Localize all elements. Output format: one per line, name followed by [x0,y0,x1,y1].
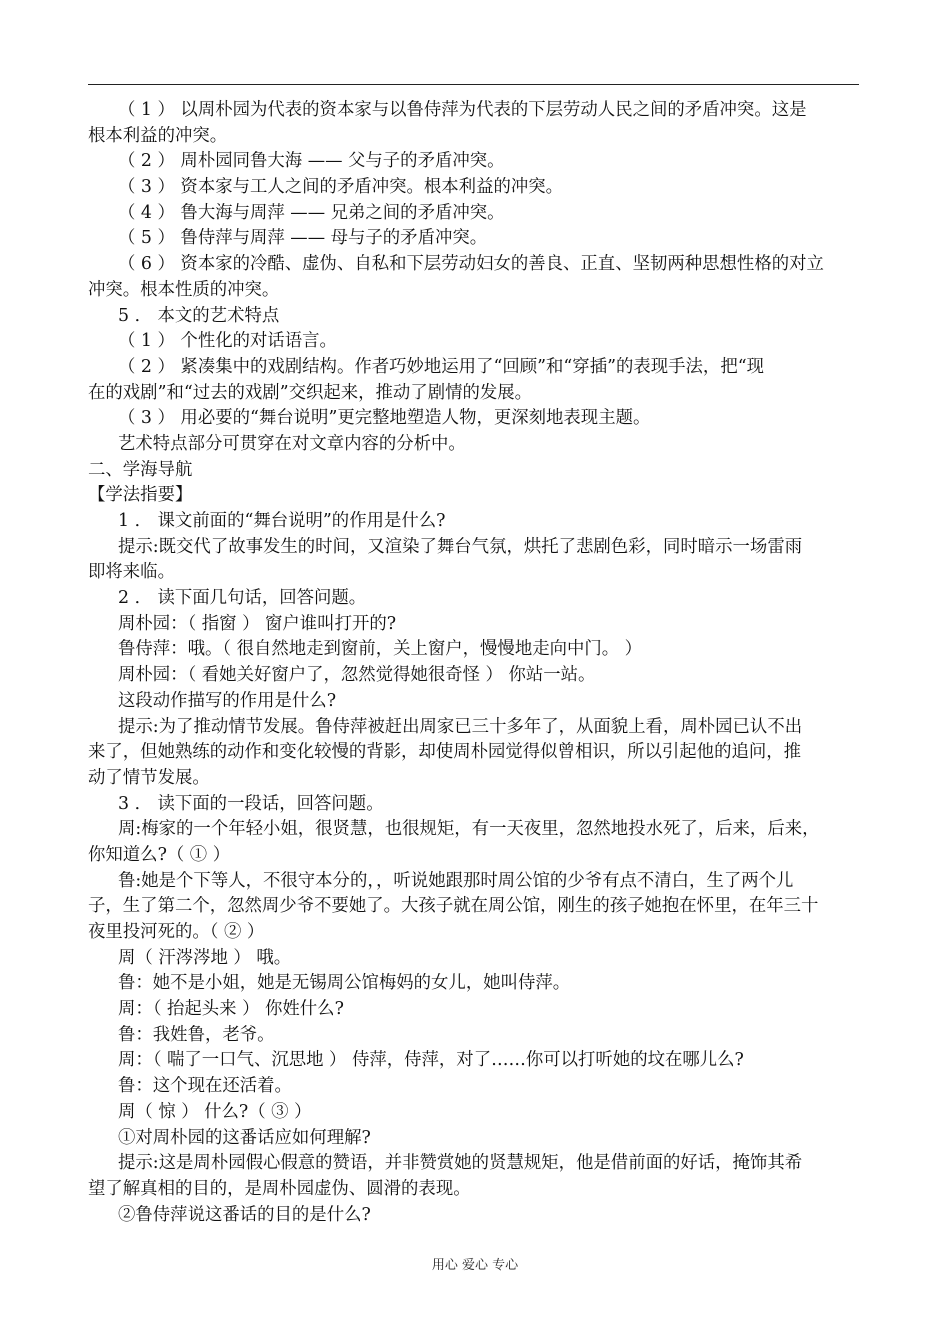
hint-line: 即将来临。 [88,562,175,583]
section-heading: 二、学海导航 [88,459,193,480]
dialogue-line: 鲁：她不是小姐，她是无锡周公馆梅妈的女儿，她叫侍萍。 [118,973,571,994]
paragraph-line: （ 3 ） 资本家与工人之间的矛盾冲突。根本利益的冲突。 [118,177,564,198]
question-line: 3 ． 读下面的一段话，回答问题。 [118,793,384,814]
dialogue-line: 周：（ 喘了一口气、沉思地 ） 侍萍，侍萍，对了……你可以打听她的坟在哪儿么? [118,1050,744,1071]
paragraph-line: （ 6 ） 资本家的冷酷、虚伪、自私和下层劳动妇女的善良、正直、坚韧两种思想性格的对立 [118,254,824,275]
question-line: ①对周朴园的这番话应如何理解? [118,1127,371,1148]
question-line: 这段动作描写的作用是什么? [118,690,337,711]
dialogue-line: 周:梅家的一个年轻小姐，很贤慧，也很规矩，有一天夜里，忽然地投水死了，后来，后来， [118,819,820,840]
paragraph-line: （ 1 ） 个性化的对话语言。 [118,331,337,352]
subheading: 5 ． 本文的艺术特点 [118,305,280,326]
hint-line: 动了情节发展。 [88,767,210,788]
paragraph-line: 在的戏剧”和“过去的戏剧”交织起来，推动了剧情的发展。 [88,382,533,403]
paragraph-line: 冲突。根本性质的冲突。 [88,279,280,300]
dialogue-line: 鲁：这个现在还活着。 [118,1076,292,1097]
dialogue-line: 鲁侍萍：哦。（ 很自然地走到窗前，关上窗户，慢慢地走向中门。 ） [118,639,643,660]
dialogue-line: 周：（ 抬起头来 ） 你姓什么? [118,999,344,1020]
question-line: 1 ． 课文前面的“舞台说明”的作用是什么? [118,511,446,531]
hint-line: 来了，但她熟练的动作和变化较慢的背影，却使周朴园觉得似曾相识，所以引起他的追问，推 [88,742,802,763]
paragraph-line: （ 5 ） 鲁侍萍与周萍 —— 母与子的矛盾冲突。 [118,228,488,249]
question-line: ②鲁侍萍说这番话的目的是什么? [118,1204,371,1225]
dialogue-line: 子，生了第二个，忽然周少爷不要她了。大孩子就在周公馆，刚生的孩子她抱在怀里，在年三十 [88,896,819,917]
hint-line: 提示:为了推动情节发展。鲁侍萍被赶出周家已三十多年了，从面貌上看，周朴园已认不出 [118,716,803,737]
question-line: 2 ． 读下面几句话，回答问题。 [118,588,367,609]
paragraph-line: （ 3 ） 用必要的“舞台说明”更完整地塑造人物，更深刻地表现主题。 [118,408,651,429]
dialogue-line: 鲁：我姓鲁，老爷。 [118,1024,275,1045]
dialogue-line: 鲁:她是个下等人，不很守本分的，，听说她跟那时周公馆的少爷有点不清白，生了两个儿 [118,870,794,891]
paragraph-line: （ 4 ） 鲁大海与周萍 —— 兄弟之间的矛盾冲突。 [118,202,505,223]
dialogue-line: 你知道么?（ ① ） [88,844,231,865]
dialogue-line: 周朴园：（ 看她关好窗户了，忽然觉得她很奇怪 ） 你站一站。 [118,665,596,686]
paragraph-line: 根本利益的冲突。 [88,125,228,146]
dialogue-line: 夜里投河死的。（ ② ） [88,922,265,942]
paragraph-line: （ 1 ） 以周朴园为代表的资本家与以鲁侍萍为代表的下层劳动人民之间的矛盾冲突。这是 [118,100,807,120]
section-subheading: 【学法指要】 [88,485,193,506]
paragraph-line: 艺术特点部分可贯穿在对文章内容的分析中。 [118,433,466,454]
header-rule [88,84,859,85]
hint-line: 望了解真相的目的，是周朴园虚伪、圆滑的表现。 [88,1178,471,1199]
page-footer: 用心 爱心 专心 [431,1258,519,1273]
dialogue-line: 周朴园：（ 指窗 ） 窗户谁叫打开的? [118,613,397,634]
dialogue-line: 周（ 汗涔涔地 ） 哦。 [118,947,292,968]
paragraph-line: （ 2 ） 周朴园同鲁大海 —— 父与子的矛盾冲突。 [118,151,505,172]
paragraph-line: （ 2 ） 紧凑集中的戏剧结构。作者巧妙地运用了“回顾”和“穿插”的表现手法，把“现 [118,356,764,377]
dialogue-line: 周（ 惊 ） 什么?（ ③ ） [118,1101,312,1122]
hint-line: 提示:既交代了故事发生的时间，又渲染了舞台气氛，烘托了悲剧色彩，同时暗示一场雷雨 [118,536,803,557]
hint-line: 提示:这是周朴园假心假意的赞语，并非赞赏她的贤慧规矩，他是借前面的好话，掩饰其希 [118,1153,803,1174]
body-text [88,98,859,1228]
